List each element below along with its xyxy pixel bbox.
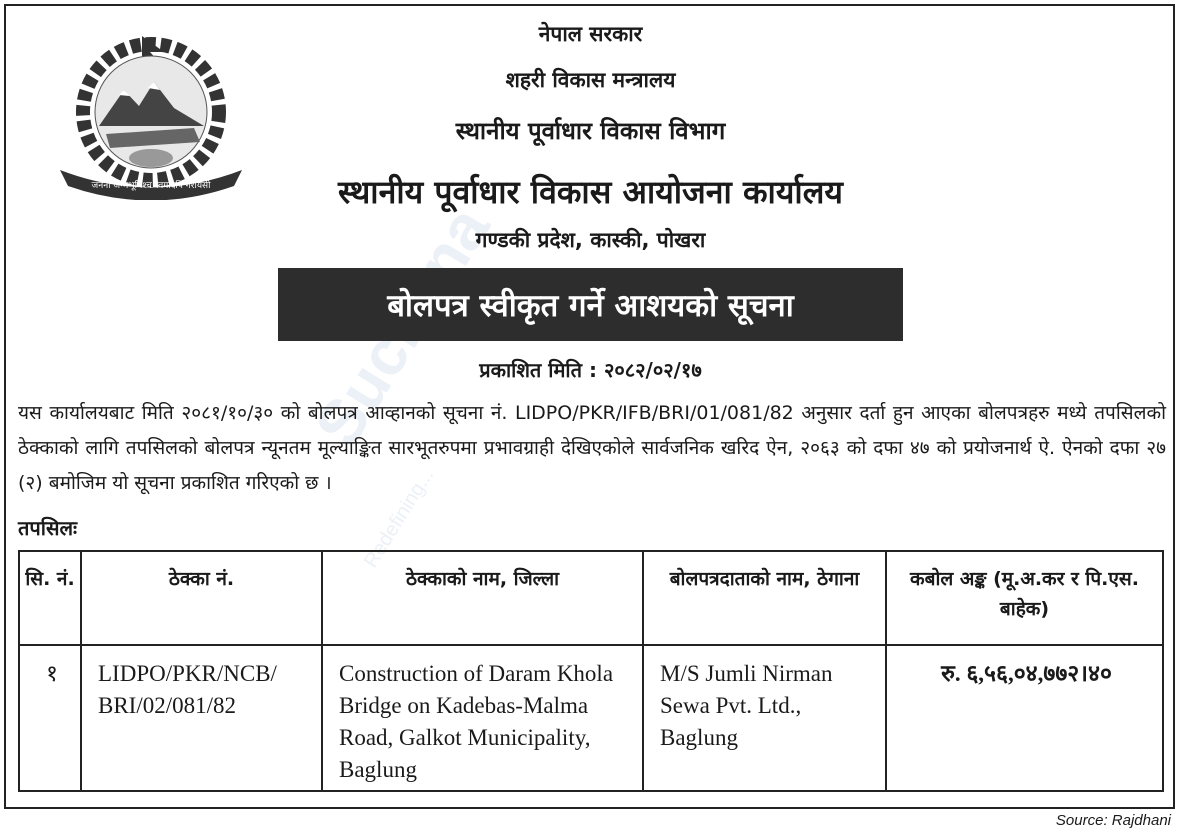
- header-ministry: शहरी विकास मन्त्रालय: [505, 68, 676, 92]
- header-government: नेपाल सरकार: [538, 22, 643, 46]
- col-header-bidder: बोलपत्रदाताको नाम, ठेगाना: [643, 551, 886, 645]
- header-office: स्थानीय पूर्वाधार विकास आयोजना कार्यालय: [338, 173, 843, 211]
- table-row: [19, 645, 1163, 791]
- cell-amount: रु. ६,५६,०४,७७२।४०: [886, 645, 1163, 791]
- watermark-tagline: Redefining...: [360, 464, 439, 572]
- col-header-contract-name: ठेक्काको नाम, जिल्ला: [322, 551, 643, 645]
- schedule-label: तपसिलः: [18, 516, 78, 540]
- header-location: गण्डकी प्रदेश, कास्की, पोखरा: [475, 228, 706, 252]
- col-header-sn: सि. नं.: [19, 551, 81, 645]
- cell-bidder: M/S Jumli Nirman Sewa Pvt. Ltd., Baglung: [643, 645, 886, 791]
- notice-title-banner: [278, 268, 903, 341]
- col-header-contract-no: ठेक्का नं.: [81, 551, 322, 645]
- emblem-motto: जननी जन्मभूमिश्च स्वर्गादपि गरीयसी: [91, 181, 211, 191]
- notice-title: बोलपत्र स्वीकृत गर्ने आशयको सूचना: [387, 287, 794, 324]
- cell-contract-name: Construction of Daram Khola Bridge on Kadebas-Malma Road, Galkot Municipality, Baglung: [322, 645, 643, 791]
- schedule-table: [18, 550, 1164, 792]
- source-credit: Source: Rajdhani: [1055, 812, 1171, 829]
- notice-body: यस कार्यालयबाट मिति २०८१/१०/३० को बोलपत्र आव्हानको सूचना नं. LIDPO/PKR/IFB/BRI/01/081/82 अनुसार दर्ता हुन आएका बोलपत्रहरु मध्ये तपसिलको ठेक्काको लागि तपसिलको बोलपत्र न्यूनतम मूल्याङ्कित सारभूतरुपमा प्रभावग्राही देखिएकोले सार्वजनिक खरिद ऐन, २०६३ को दफा ४७ को प्रयोजनार्थ ऐ. ऐनको दफा २७ (२) बमोजिम यो सूचना प्रकाशित गरिएको छ ।: [18, 402, 1166, 494]
- cell-contract-no: LIDPO/PKR/NCB/ BRI/02/081/82: [81, 645, 322, 791]
- col-header-amount: कबोल अङ्क (मू.अ.कर र पि.एस. बाहेक): [886, 551, 1163, 645]
- cell-sn: १: [19, 645, 81, 791]
- header-department: स्थानीय पूर्वाधार विकास विभाग: [455, 117, 726, 145]
- publish-date: प्रकाशित मिति : २०८२/०२/१७: [479, 358, 702, 382]
- table-header-row: [19, 551, 1163, 645]
